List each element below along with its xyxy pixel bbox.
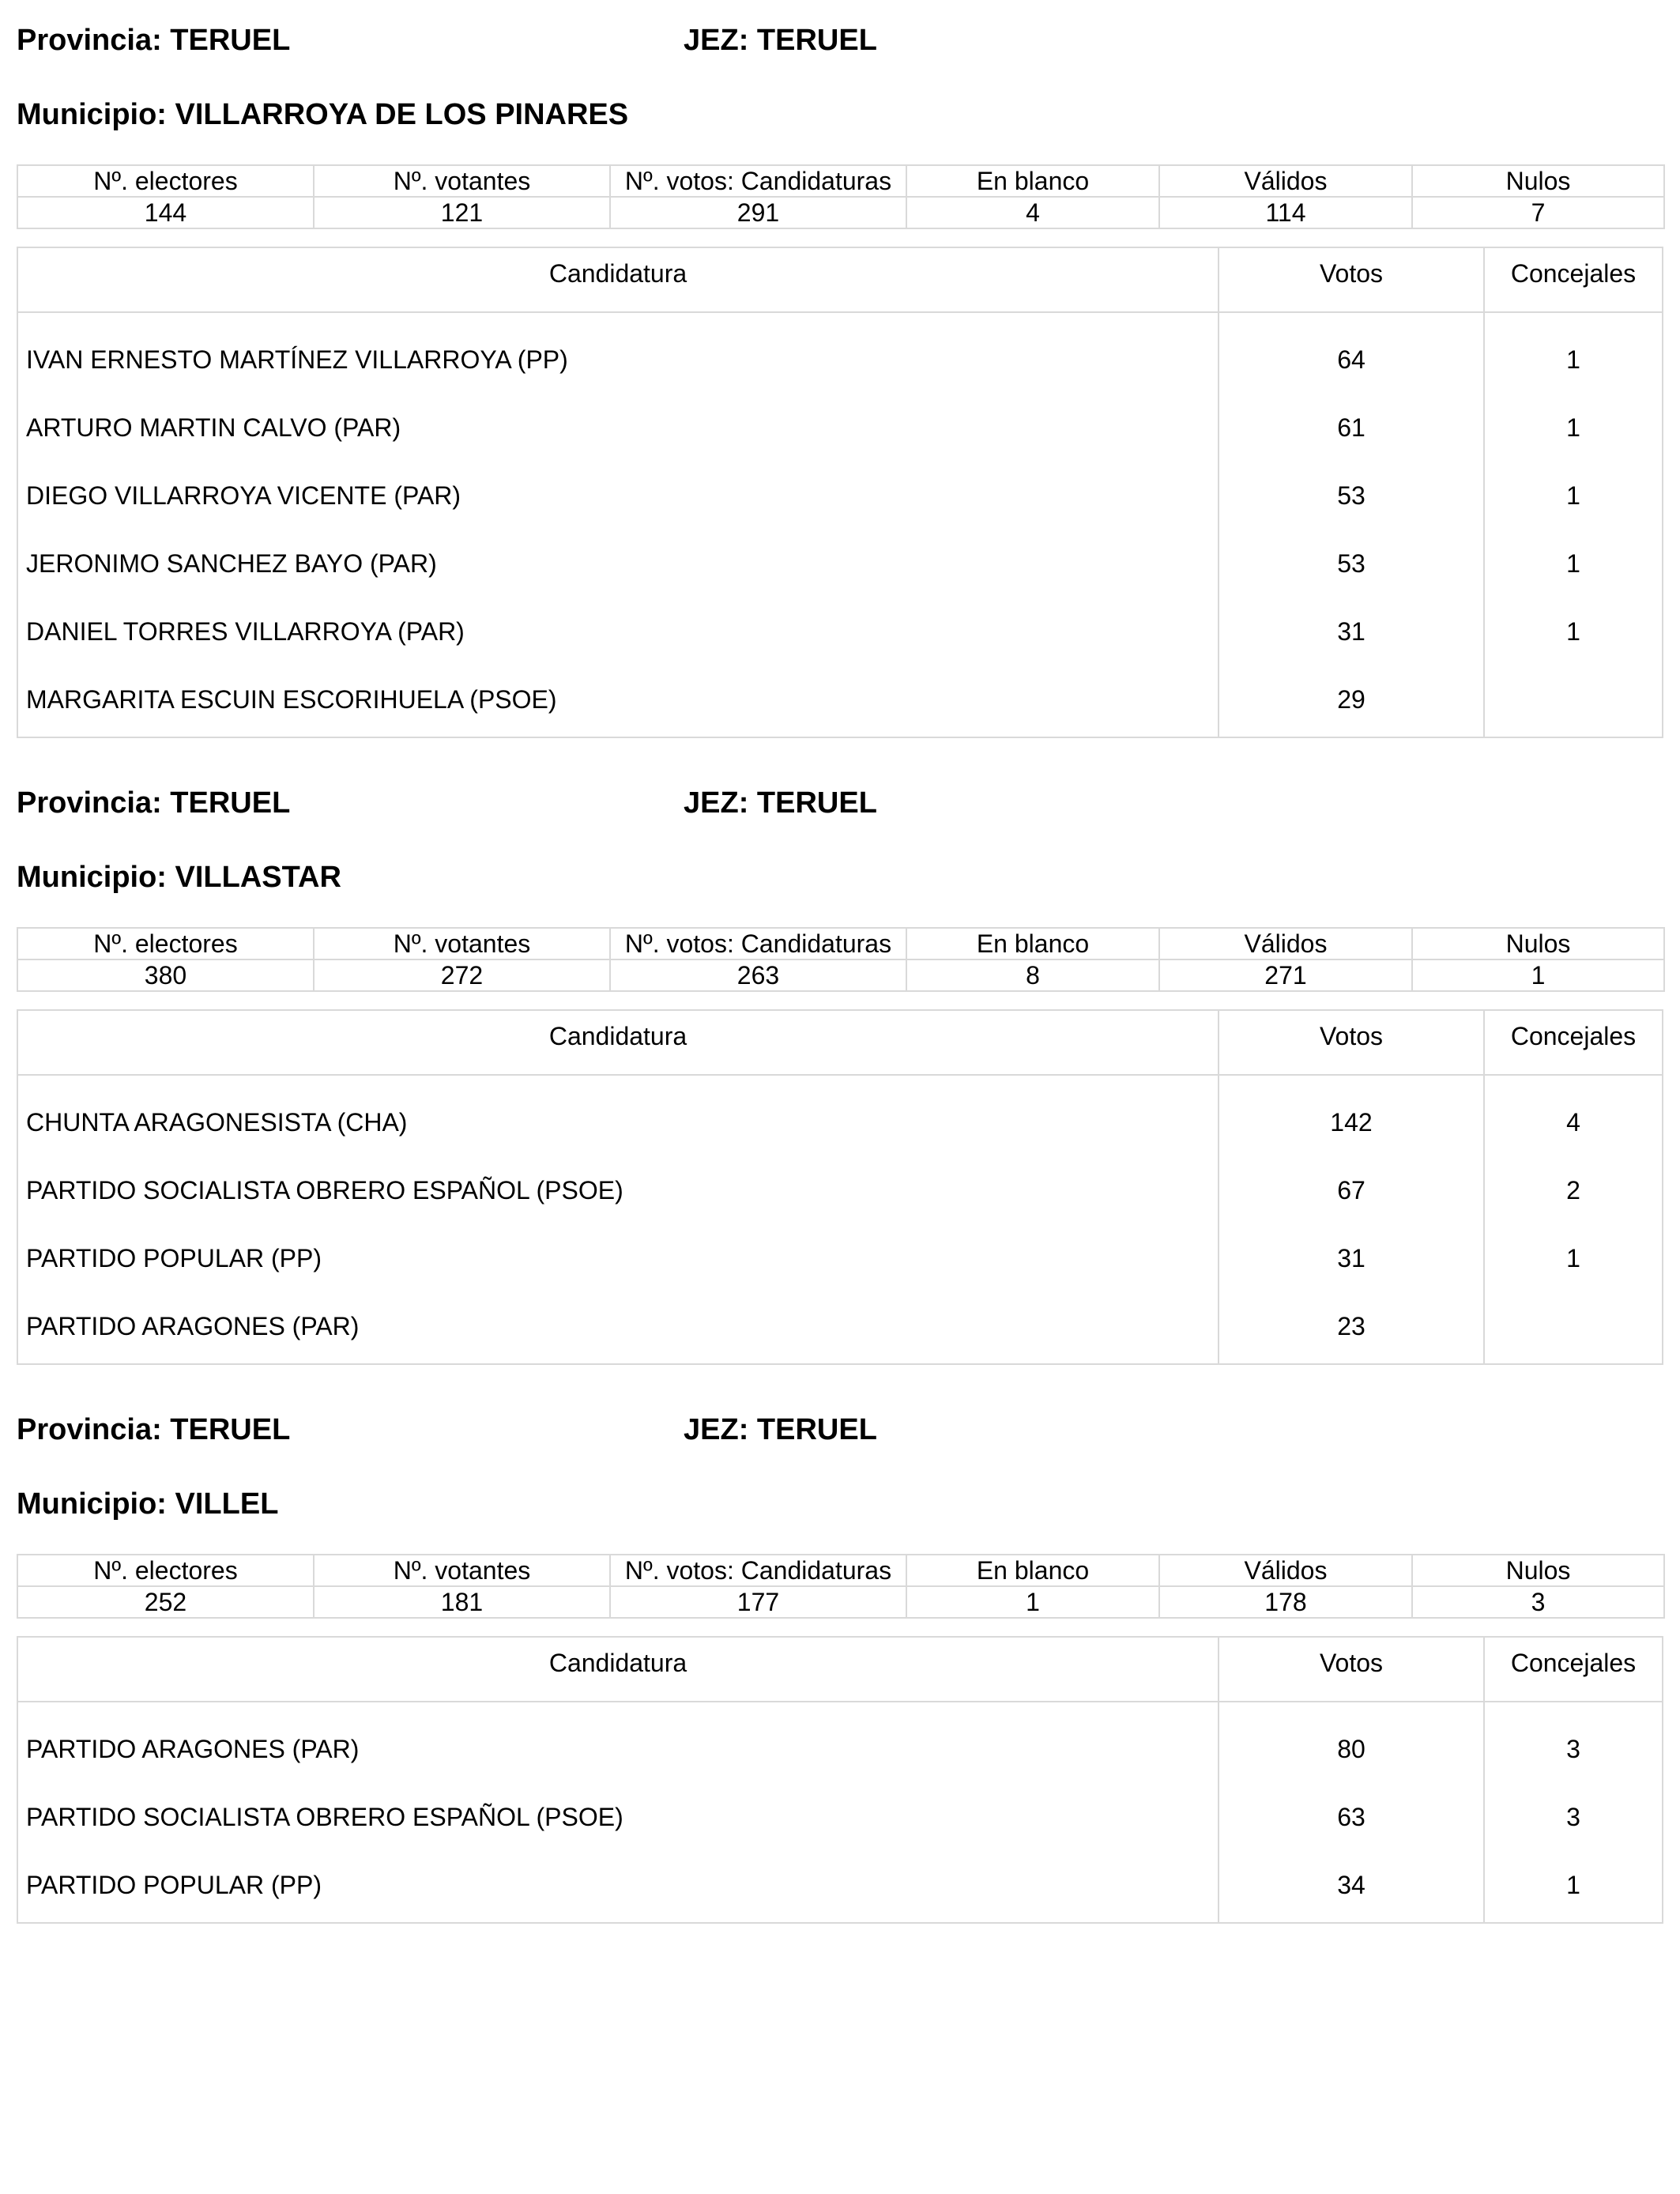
summary-header-cell: Nº. votantes <box>314 1555 610 1586</box>
candidate-name-column <box>18 313 1219 737</box>
candidate-votes: 34 <box>1337 1870 1365 1899</box>
candidatura-table <box>17 1636 1663 1924</box>
candidate-concejales: 1 <box>1566 345 1580 374</box>
summary-header-cell: Nulos <box>1412 1555 1664 1586</box>
provincia-label: Provincia: TERUEL <box>17 786 291 820</box>
jez-label: JEZ: TERUEL <box>684 786 877 820</box>
candidate-name: IVAN ERNESTO MARTÍNEZ VILLARROYA (PP) <box>26 345 568 374</box>
candidate-concejales: 3 <box>1566 1802 1580 1831</box>
summary-header-cell: Nulos <box>1412 165 1664 197</box>
municipio-section <box>17 1413 1663 1899</box>
candidatura-header: Candidatura <box>18 248 1219 311</box>
summary-value-cell: 4 <box>906 197 1159 228</box>
summary-header-cell: Nº. votos: Candidaturas <box>610 928 906 959</box>
summary-value-cell: 144 <box>17 197 314 228</box>
candidate-concejales: 1 <box>1566 481 1580 510</box>
votos-header: Votos <box>1219 1638 1485 1701</box>
candidate-concejales-column <box>1485 313 1662 737</box>
candidate-votes: 64 <box>1337 345 1365 374</box>
summary-table <box>17 164 1665 229</box>
provincia-label: Provincia: TERUEL <box>17 1413 291 1446</box>
candidate-name: PARTIDO ARAGONES (PAR) <box>26 1734 360 1763</box>
summary-value-row <box>17 197 1664 228</box>
summary-value-cell: 177 <box>610 1586 906 1618</box>
candidatura-table <box>17 247 1663 738</box>
summary-header-row <box>17 928 1664 959</box>
municipio-title: Municipio: VILLASTAR <box>17 861 341 894</box>
summary-value-cell: 263 <box>610 959 906 991</box>
candidate-name: CHUNTA ARAGONESISTA (CHA) <box>26 1107 408 1137</box>
candidate-name: PARTIDO POPULAR (PP) <box>26 1870 322 1899</box>
candidate-votes: 53 <box>1337 481 1365 510</box>
candidate-votes: 53 <box>1337 548 1365 578</box>
summary-value-row <box>17 959 1664 991</box>
summary-value-cell: 1 <box>906 1586 1159 1618</box>
candidate-concejales: 1 <box>1566 616 1580 646</box>
candidate-concejales: 1 <box>1566 413 1580 442</box>
section-header <box>17 1413 1663 1461</box>
candidate-votes-column <box>1219 313 1485 737</box>
candidatura-header: Candidatura <box>18 1638 1219 1701</box>
concejales-header: Concejales <box>1510 1022 1637 1050</box>
summary-header-cell: En blanco <box>906 165 1159 197</box>
summary-value-cell: 272 <box>314 959 610 991</box>
candidate-votes: 63 <box>1337 1802 1365 1831</box>
summary-value-cell: 181 <box>314 1586 610 1618</box>
summary-value-cell: 291 <box>610 197 906 228</box>
summary-header-cell: En blanco <box>906 928 1159 959</box>
candidate-name: PARTIDO SOCIALISTA OBRERO ESPAÑOL (PSOE) <box>26 1175 623 1204</box>
candidatura-header: Candidatura <box>18 1011 1219 1074</box>
jez-label: JEZ: TERUEL <box>684 24 877 57</box>
summary-value-cell: 8 <box>906 959 1159 991</box>
summary-value-cell: 178 <box>1159 1586 1412 1618</box>
municipio-section <box>17 786 1663 1340</box>
summary-value-cell: 271 <box>1159 959 1412 991</box>
municipio-section <box>17 24 1663 714</box>
candidate-votes: 29 <box>1337 684 1365 714</box>
section-header <box>17 786 1663 834</box>
provincia-label: Provincia: TERUEL <box>17 24 291 57</box>
summary-header-cell: Válidos <box>1159 1555 1412 1586</box>
summary-value-cell: 114 <box>1159 197 1412 228</box>
candidate-name-column <box>18 1076 1219 1363</box>
candidate-concejales: 1 <box>1566 548 1580 578</box>
summary-header-cell: Nº. electores <box>17 165 314 197</box>
summary-header-cell: Nº. votantes <box>314 928 610 959</box>
candidate-votes: 23 <box>1337 1311 1365 1340</box>
candidate-concejales: 4 <box>1566 1107 1580 1137</box>
summary-table <box>17 1554 1665 1619</box>
summary-header-cell: Nº. votos: Candidaturas <box>610 1555 906 1586</box>
candidate-name: DIEGO VILLARROYA VICENTE (PAR) <box>26 481 461 510</box>
summary-value-cell: 121 <box>314 197 610 228</box>
summary-header-cell: Nº. votantes <box>314 165 610 197</box>
municipio-title: Municipio: VILLEL <box>17 1487 279 1521</box>
summary-header-cell: Nulos <box>1412 928 1664 959</box>
candidate-name-column <box>18 1702 1219 1922</box>
summary-value-cell: 3 <box>1412 1586 1664 1618</box>
summary-value-cell: 380 <box>17 959 314 991</box>
summary-value-cell: 1 <box>1412 959 1664 991</box>
candidate-name: PARTIDO ARAGONES (PAR) <box>26 1311 360 1340</box>
candidatura-table <box>17 1009 1663 1365</box>
candidate-concejales <box>1485 1292 1662 1360</box>
votos-header: Votos <box>1219 1011 1485 1074</box>
votos-header: Votos <box>1219 248 1485 311</box>
candidate-concejales: 2 <box>1566 1175 1580 1204</box>
jez-label: JEZ: TERUEL <box>684 1413 877 1446</box>
summary-table <box>17 927 1665 992</box>
candidatura-header-row <box>18 248 1662 313</box>
candidate-name: PARTIDO POPULAR (PP) <box>26 1243 322 1272</box>
candidatura-header-row <box>18 1011 1662 1076</box>
municipio-title: Municipio: VILLARROYA DE LOS PINARES <box>17 98 629 131</box>
candidate-name: ARTURO MARTIN CALVO (PAR) <box>26 413 401 442</box>
summary-header-cell: En blanco <box>906 1555 1159 1586</box>
candidatura-header-row <box>18 1638 1662 1702</box>
candidate-votes-column <box>1219 1702 1485 1922</box>
candidate-concejales: 1 <box>1566 1870 1580 1899</box>
candidate-name: MARGARITA ESCUIN ESCORIHUELA (PSOE) <box>26 684 557 714</box>
candidate-name: PARTIDO SOCIALISTA OBRERO ESPAÑOL (PSOE) <box>26 1802 623 1831</box>
candidate-concejales <box>1485 665 1662 733</box>
candidate-votes: 67 <box>1337 1175 1365 1204</box>
summary-header-row <box>17 1555 1664 1586</box>
summary-value-row <box>17 1586 1664 1618</box>
candidate-concejales-column <box>1485 1702 1662 1922</box>
candidate-votes: 80 <box>1337 1734 1365 1763</box>
candidate-name: JERONIMO SANCHEZ BAYO (PAR) <box>26 548 437 578</box>
summary-header-row <box>17 165 1664 197</box>
summary-header-cell: Nº. electores <box>17 1555 314 1586</box>
summary-header-cell: Válidos <box>1159 165 1412 197</box>
candidate-concejales: 3 <box>1566 1734 1580 1763</box>
concejales-header: Concejales <box>1510 259 1637 288</box>
candidate-votes: 61 <box>1337 413 1365 442</box>
concejales-header: Concejales <box>1510 1649 1637 1677</box>
summary-header-cell: Nº. votos: Candidaturas <box>610 165 906 197</box>
summary-value-cell: 7 <box>1412 197 1664 228</box>
candidate-concejales: 1 <box>1566 1243 1580 1272</box>
summary-value-cell: 252 <box>17 1586 314 1618</box>
candidate-concejales-column <box>1485 1076 1662 1363</box>
summary-header-cell: Válidos <box>1159 928 1412 959</box>
candidate-votes: 142 <box>1330 1107 1373 1137</box>
candidate-votes: 31 <box>1337 1243 1365 1272</box>
candidate-votes: 31 <box>1337 616 1365 646</box>
section-header <box>17 24 1663 71</box>
candidate-name: DANIEL TORRES VILLARROYA (PAR) <box>26 616 465 646</box>
summary-header-cell: Nº. electores <box>17 928 314 959</box>
candidate-votes-column <box>1219 1076 1485 1363</box>
